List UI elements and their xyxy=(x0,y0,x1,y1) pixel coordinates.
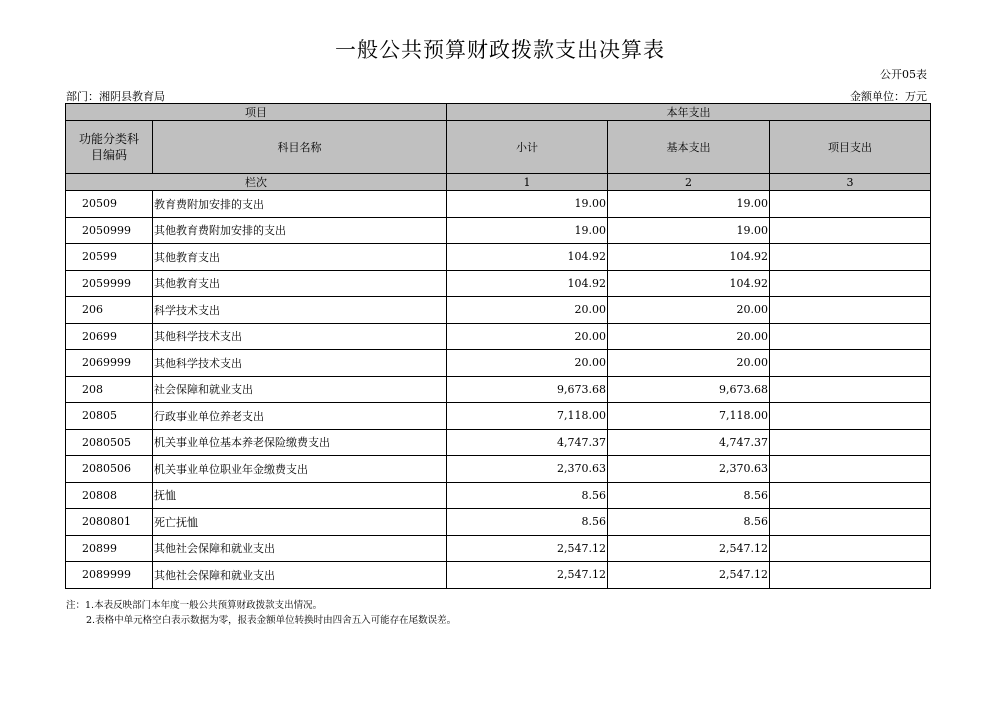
row-code: 20509 xyxy=(66,191,153,218)
table-row xyxy=(66,403,931,430)
table-row xyxy=(66,429,931,456)
row-code: 20808 xyxy=(66,482,153,509)
table-row xyxy=(66,217,931,244)
row-project-exp xyxy=(770,403,931,430)
header-func-code: 功能分类科目编码 xyxy=(66,121,153,174)
table-row xyxy=(66,323,931,350)
row-code: 20805 xyxy=(66,403,153,430)
row-subject-name: 其他教育支出 xyxy=(153,270,447,297)
row-subject-name: 行政事业单位养老支出 xyxy=(153,403,447,430)
row-subject-name: 死亡抚恤 xyxy=(153,509,447,536)
row-code: 2059999 xyxy=(66,270,153,297)
table-row xyxy=(66,456,931,483)
row-subtotal: 8.56 xyxy=(447,509,608,536)
table-row xyxy=(66,509,931,536)
notes xyxy=(66,598,456,628)
header-row-1 xyxy=(66,104,931,121)
note-2: 2.表格中单元格空白表示数据为零，报表金额单位转换时由四舍五入可能存在尾数误差。 xyxy=(86,615,457,626)
row-basic: 9,673.68 xyxy=(608,376,770,403)
row-basic: 20.00 xyxy=(608,323,770,350)
row-subtotal: 9,673.68 xyxy=(447,376,608,403)
row-basic: 2,547.12 xyxy=(608,562,770,589)
header-subject-name: 科目名称 xyxy=(153,121,447,174)
department-label: 部门：湘阴县教育局 xyxy=(66,90,165,103)
row-subject-name: 其他教育费附加安排的支出 xyxy=(153,217,447,244)
row-subtotal: 20.00 xyxy=(447,323,608,350)
row-subject-name: 教育费附加安排的支出 xyxy=(153,191,447,218)
row-subject-name: 其他社会保障和就业支出 xyxy=(153,562,447,589)
row-subtotal: 104.92 xyxy=(447,270,608,297)
row-code: 20899 xyxy=(66,535,153,562)
table-row xyxy=(66,244,931,271)
table-row xyxy=(66,270,931,297)
row-subject-name: 其他教育支出 xyxy=(153,244,447,271)
header-current-year: 本年支出 xyxy=(447,104,931,121)
row-subject-name: 其他科学技术支出 xyxy=(153,350,447,377)
row-project-exp xyxy=(770,509,931,536)
row-subtotal: 19.00 xyxy=(447,191,608,218)
row-subtotal: 2,547.12 xyxy=(447,562,608,589)
table-row xyxy=(66,297,931,324)
row-project-exp xyxy=(770,270,931,297)
row-basic: 19.00 xyxy=(608,217,770,244)
amount-unit-label: 金额单位：万元 xyxy=(850,90,927,103)
row-subtotal: 19.00 xyxy=(447,217,608,244)
header-project-exp: 项目支出 xyxy=(770,121,931,174)
row-subtotal: 4,747.37 xyxy=(447,429,608,456)
row-basic: 104.92 xyxy=(608,244,770,271)
row-code: 208 xyxy=(66,376,153,403)
row-basic: 19.00 xyxy=(608,191,770,218)
header-project: 项目 xyxy=(66,104,447,121)
row-code: 2050999 xyxy=(66,217,153,244)
header-row-3 xyxy=(66,174,931,191)
row-code: 2089999 xyxy=(66,562,153,589)
row-project-exp xyxy=(770,350,931,377)
row-subtotal: 2,370.63 xyxy=(447,456,608,483)
row-project-exp xyxy=(770,323,931,350)
row-basic: 4,747.37 xyxy=(608,429,770,456)
row-basic: 8.56 xyxy=(608,482,770,509)
header-basic: 基本支出 xyxy=(608,121,770,174)
row-code: 2080506 xyxy=(66,456,153,483)
row-code: 20599 xyxy=(66,244,153,271)
table-row xyxy=(66,191,931,218)
report-title: 一般公共预算财政拨款支出决算表 xyxy=(335,38,665,62)
row-subtotal: 8.56 xyxy=(447,482,608,509)
table-row xyxy=(66,482,931,509)
header-subtotal: 小计 xyxy=(447,121,608,174)
header-col2: 2 xyxy=(608,174,770,191)
row-project-exp xyxy=(770,482,931,509)
row-subtotal: 7,118.00 xyxy=(447,403,608,430)
row-subject-name: 机关事业单位基本养老保险缴费支出 xyxy=(153,429,447,456)
row-project-exp xyxy=(770,191,931,218)
row-basic: 20.00 xyxy=(608,350,770,377)
row-project-exp xyxy=(770,562,931,589)
row-subtotal: 20.00 xyxy=(447,297,608,324)
header-col1: 1 xyxy=(447,174,608,191)
expenditure-table xyxy=(65,103,931,589)
row-subtotal: 2,547.12 xyxy=(447,535,608,562)
row-code: 206 xyxy=(66,297,153,324)
row-basic: 20.00 xyxy=(608,297,770,324)
row-basic: 104.92 xyxy=(608,270,770,297)
table-row xyxy=(66,350,931,377)
row-basic: 2,370.63 xyxy=(608,456,770,483)
row-subject-name: 抚恤 xyxy=(153,482,447,509)
table-row xyxy=(66,562,931,589)
row-basic: 7,118.00 xyxy=(608,403,770,430)
header-col3: 3 xyxy=(770,174,931,191)
row-subtotal: 104.92 xyxy=(447,244,608,271)
row-project-exp xyxy=(770,297,931,324)
row-code: 2069999 xyxy=(66,350,153,377)
row-code: 2080505 xyxy=(66,429,153,456)
row-project-exp xyxy=(770,217,931,244)
table-number-tag: 公开05表 xyxy=(880,68,927,81)
row-basic: 8.56 xyxy=(608,509,770,536)
row-subtotal: 20.00 xyxy=(447,350,608,377)
row-subject-name: 机关事业单位职业年金缴费支出 xyxy=(153,456,447,483)
row-project-exp xyxy=(770,429,931,456)
header-row-2 xyxy=(66,121,931,174)
row-basic: 2,547.12 xyxy=(608,535,770,562)
row-subject-name: 科学技术支出 xyxy=(153,297,447,324)
header-column-no: 栏次 xyxy=(66,174,447,191)
row-subject-name: 其他社会保障和就业支出 xyxy=(153,535,447,562)
row-project-exp xyxy=(770,244,931,271)
row-subject-name: 其他科学技术支出 xyxy=(153,323,447,350)
table-row xyxy=(66,535,931,562)
row-code: 2080801 xyxy=(66,509,153,536)
note-1: 注：1.本表反映部门本年度一般公共预算财政拨款支出情况。 xyxy=(66,600,323,611)
table-row xyxy=(66,376,931,403)
row-subject-name: 社会保障和就业支出 xyxy=(153,376,447,403)
row-project-exp xyxy=(770,376,931,403)
row-project-exp xyxy=(770,456,931,483)
row-code: 20699 xyxy=(66,323,153,350)
row-project-exp xyxy=(770,535,931,562)
